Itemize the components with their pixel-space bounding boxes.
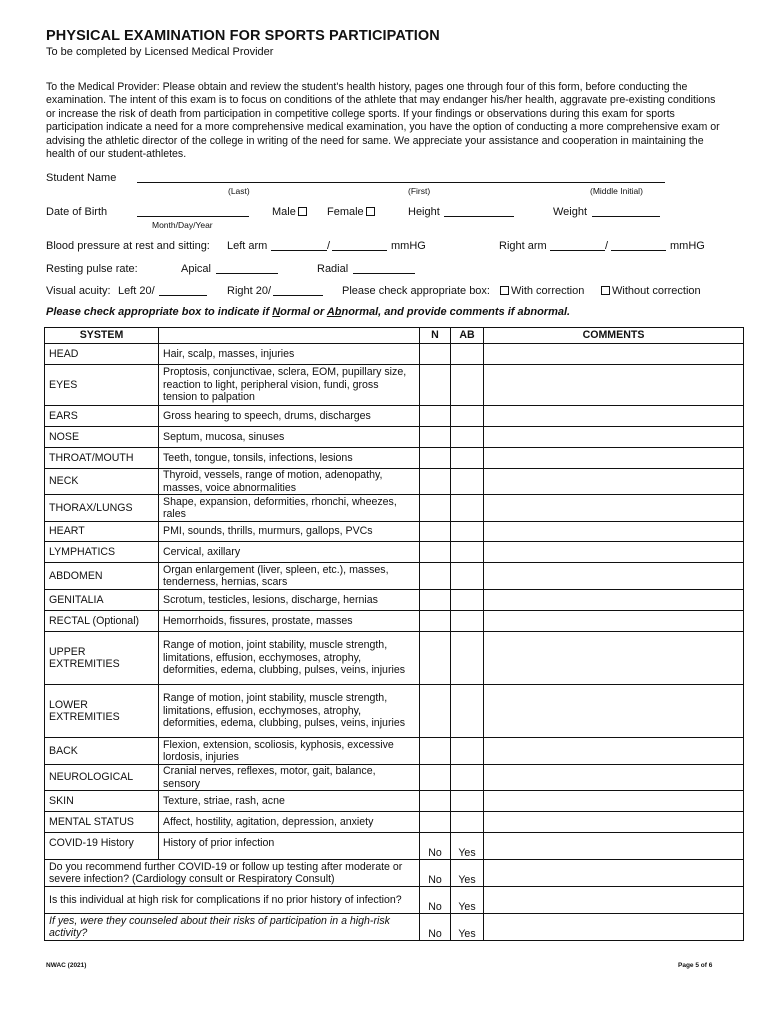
no-option[interactable]: No xyxy=(420,833,451,860)
table-row xyxy=(45,522,744,542)
description-cell: Hemorrhoids, fissures, prostate, masses xyxy=(159,611,420,632)
table-row xyxy=(45,685,744,738)
page-title: PHYSICAL EXAMINATION FOR SPORTS PARTICIPATION xyxy=(46,28,440,44)
exam-table xyxy=(44,327,744,941)
description-cell: Hair, scalp, masses, injuries xyxy=(159,344,420,365)
comments-cell[interactable] xyxy=(484,427,744,448)
system-cell: EYES xyxy=(45,365,159,406)
left-arm-systolic-field[interactable] xyxy=(271,239,327,251)
normal-checkbox-cell[interactable] xyxy=(420,563,451,590)
dob-hint: Month/Day/Year xyxy=(152,220,213,230)
right-arm-label: Right arm xyxy=(499,240,547,252)
comments-cell[interactable] xyxy=(484,365,744,406)
system-cell: MENTAL STATUS xyxy=(45,812,159,833)
question-text: If yes, were they counseled about their risks of participation in a high-risk activity? xyxy=(45,914,420,941)
table-row xyxy=(45,611,744,632)
comments-cell[interactable] xyxy=(484,495,744,522)
description-header xyxy=(159,328,420,344)
footer-page: Page 5 of 6 xyxy=(678,962,713,969)
covid-history-row xyxy=(45,833,744,860)
description-cell: Cervical, axillary xyxy=(159,542,420,563)
without-correction-checkbox[interactable] xyxy=(601,286,610,295)
system-cell: EARS xyxy=(45,406,159,427)
comments-cell[interactable] xyxy=(484,448,744,469)
table-row xyxy=(45,765,744,791)
comments-cell[interactable] xyxy=(484,522,744,542)
right-20-field[interactable] xyxy=(273,284,323,296)
abnormal-checkbox-cell[interactable] xyxy=(451,791,484,812)
normal-checkbox-cell[interactable] xyxy=(420,765,451,791)
abnormal-checkbox-cell[interactable] xyxy=(451,563,484,590)
male-option[interactable] xyxy=(272,206,309,218)
comments-cell[interactable] xyxy=(484,791,744,812)
system-cell: NEUROLOGICAL xyxy=(45,765,159,791)
question-text: Is this individual at high risk for complications if no prior history of infection? xyxy=(45,887,420,914)
last-name-hint: (Last) xyxy=(228,186,250,196)
male-checkbox[interactable] xyxy=(298,207,307,216)
right-mmhg-unit: mmHG xyxy=(670,240,705,252)
system-cell: HEART xyxy=(45,522,159,542)
right-arm-systolic-field[interactable] xyxy=(550,239,605,251)
comments-cell[interactable] xyxy=(484,812,744,833)
abnormal-checkbox-cell[interactable] xyxy=(451,406,484,427)
description-cell: Proptosis, conjunctivae, sclera, EOM, pupillary size, reaction to light, peripheral vision, fundi, gross tension to palpation xyxy=(159,365,420,406)
system-cell: COVID-19 History xyxy=(45,833,159,860)
description-cell: Affect, hostility, agitation, depression, anxiety xyxy=(159,812,420,833)
table-row xyxy=(45,738,744,765)
dob-field[interactable] xyxy=(137,205,249,217)
left-mmhg-unit: mmHG xyxy=(391,240,426,252)
female-label: Female xyxy=(327,206,364,218)
system-cell: SKIN xyxy=(45,791,159,812)
table-row xyxy=(45,344,744,365)
description-cell: History of prior infection xyxy=(159,833,420,860)
abnormal-checkbox-cell[interactable] xyxy=(451,611,484,632)
apical-label: Apical xyxy=(181,263,211,275)
abnormal-checkbox-cell[interactable] xyxy=(451,542,484,563)
normal-checkbox-cell[interactable] xyxy=(420,542,451,563)
description-cell: Gross hearing to speech, drums, discharges xyxy=(159,406,420,427)
question-text: Do you recommend further COVID-19 or follow up testing after moderate or severe infection? (Cardiology consult or Respiratory Consult) xyxy=(45,860,420,887)
normal-checkbox-cell[interactable] xyxy=(420,812,451,833)
weight-label: Weight xyxy=(553,206,588,218)
yes-option[interactable]: Yes xyxy=(451,887,484,914)
comments-cell[interactable] xyxy=(484,860,744,887)
system-cell: LOWER EXTREMITIES xyxy=(45,685,159,738)
table-row xyxy=(45,563,744,590)
question-row xyxy=(45,914,744,941)
abnormal-checkbox-cell[interactable] xyxy=(451,365,484,406)
comments-cell[interactable] xyxy=(484,344,744,365)
comments-cell[interactable] xyxy=(484,563,744,590)
without-correction-option[interactable] xyxy=(599,285,701,297)
comments-cell[interactable] xyxy=(484,765,744,791)
apical-field[interactable] xyxy=(216,262,278,274)
system-cell: THROAT/MOUTH xyxy=(45,448,159,469)
normal-checkbox-cell[interactable] xyxy=(420,406,451,427)
comments-cell[interactable] xyxy=(484,406,744,427)
description-cell: Cranial nerves, reflexes, motor, gait, balance, sensory xyxy=(159,765,420,791)
abnormal-checkbox-cell[interactable] xyxy=(451,448,484,469)
comments-cell[interactable] xyxy=(484,611,744,632)
table-row xyxy=(45,590,744,611)
right-arm-diastolic-field[interactable] xyxy=(611,239,666,251)
middle-initial-hint: (Middle Initial) xyxy=(590,186,643,196)
visual-acuity-label: Visual acuity: xyxy=(46,285,111,297)
bp-label: Blood pressure at rest and sitting: xyxy=(46,240,210,252)
left-arm-diastolic-field[interactable] xyxy=(332,239,387,251)
comments-cell[interactable] xyxy=(484,738,744,765)
system-cell: NOSE xyxy=(45,427,159,448)
comments-cell[interactable] xyxy=(484,469,744,495)
left-20-label: Left 20/ xyxy=(118,285,155,297)
system-cell: ABDOMEN xyxy=(45,563,159,590)
comments-header: COMMENTS xyxy=(484,328,744,344)
table-row xyxy=(45,469,744,495)
normal-checkbox-cell[interactable] xyxy=(420,448,451,469)
table-row xyxy=(45,427,744,448)
check-box-label: Please check appropriate box: xyxy=(342,285,490,297)
normal-checkbox-cell[interactable] xyxy=(420,791,451,812)
description-cell: Texture, striae, rash, acne xyxy=(159,791,420,812)
table-row xyxy=(45,812,744,833)
table-row xyxy=(45,495,744,522)
comments-cell[interactable] xyxy=(484,833,744,860)
left-arm-label: Left arm xyxy=(227,240,268,252)
question-row xyxy=(45,887,744,914)
pulse-label: Resting pulse rate: xyxy=(46,263,138,275)
abnormal-checkbox-cell[interactable] xyxy=(451,738,484,765)
normal-checkbox-cell[interactable] xyxy=(420,522,451,542)
description-cell: Septum, mucosa, sinuses xyxy=(159,427,420,448)
abnormal-checkbox-cell[interactable] xyxy=(451,522,484,542)
abnormal-checkbox-cell[interactable] xyxy=(451,685,484,738)
comments-cell[interactable] xyxy=(484,590,744,611)
table-row xyxy=(45,791,744,812)
female-option[interactable] xyxy=(327,206,377,218)
system-cell: HEAD xyxy=(45,344,159,365)
height-label: Height xyxy=(408,206,440,218)
normal-checkbox-cell[interactable] xyxy=(420,611,451,632)
abnormal-checkbox-cell[interactable] xyxy=(451,427,484,448)
normal-checkbox-cell[interactable] xyxy=(420,632,451,685)
question-row xyxy=(45,860,744,887)
description-cell: Teeth, tongue, tonsils, infections, lesions xyxy=(159,448,420,469)
system-cell: NECK xyxy=(45,469,159,495)
normal-checkbox-cell[interactable] xyxy=(420,365,451,406)
system-cell: RECTAL (Optional) xyxy=(45,611,159,632)
description-cell: Range of motion, joint stability, muscle strength, limitations, effusion, ecchymoses, atrophy, deformities, edema, clubbing, pulses, veins, injuries xyxy=(159,632,420,685)
page-subtitle: To be completed by Licensed Medical Provider xyxy=(46,46,274,58)
table-instruction: Please check appropriate box to indicate if Normal or Abnormal, and provide comments if abnormal. xyxy=(46,306,571,318)
female-checkbox[interactable] xyxy=(366,207,375,216)
height-field[interactable] xyxy=(444,205,514,217)
comments-cell[interactable] xyxy=(484,887,744,914)
weight-field[interactable] xyxy=(592,205,660,217)
yes-option[interactable]: Yes xyxy=(451,860,484,887)
table-row xyxy=(45,632,744,685)
abnormal-checkbox-cell[interactable] xyxy=(451,765,484,791)
intro-paragraph: To the Medical Provider: Please obtain and review the student's health history, pages one through four of this form, before conducting the examination. The intent of this exam is to focus on conditions of the athlete that may endanger his/her health, aggravate pre-existing conditions or increase the risk of death from participation in competitive college sports. If your findings or observations during this exam for sports participation indicate a need for a more comprehensive medical examination, you have the option of conducting a more comprehensive exam or advising the athletic director of the college in writing of the need for same. We appreciate your assistance and cooperation in maintaining the health of our student-athletes. xyxy=(46,81,720,161)
footer-org: NWAC (2021) xyxy=(46,962,87,969)
abnormal-checkbox-cell[interactable] xyxy=(451,812,484,833)
with-correction-label: With correction xyxy=(511,285,585,297)
radial-label: Radial xyxy=(317,263,349,275)
comments-cell[interactable] xyxy=(484,632,744,685)
normal-checkbox-cell[interactable] xyxy=(420,469,451,495)
dob-label: Date of Birth xyxy=(46,206,108,218)
with-correction-checkbox[interactable] xyxy=(500,286,509,295)
normal-checkbox-cell[interactable] xyxy=(420,344,451,365)
no-option[interactable]: No xyxy=(420,860,451,887)
comments-cell[interactable] xyxy=(484,914,744,941)
abnormal-checkbox-cell[interactable] xyxy=(451,590,484,611)
left-20-field[interactable] xyxy=(159,284,207,296)
normal-checkbox-cell[interactable] xyxy=(420,738,451,765)
abnormal-header: AB xyxy=(451,328,484,344)
student-name-label: Student Name xyxy=(46,172,117,184)
normal-checkbox-cell[interactable] xyxy=(420,495,451,522)
description-cell: Flexion, extension, scoliosis, kyphosis, excessive lordosis, injuries xyxy=(159,738,420,765)
system-cell: BACK xyxy=(45,738,159,765)
system-cell: LYMPHATICS xyxy=(45,542,159,563)
radial-field[interactable] xyxy=(353,262,415,274)
abnormal-checkbox-cell[interactable] xyxy=(451,495,484,522)
normal-checkbox-cell[interactable] xyxy=(420,590,451,611)
normal-checkbox-cell[interactable] xyxy=(420,685,451,738)
description-cell: PMI, sounds, thrills, murmurs, gallops, PVCs xyxy=(159,522,420,542)
yes-option[interactable]: Yes xyxy=(451,914,484,941)
abnormal-checkbox-cell[interactable] xyxy=(451,632,484,685)
abnormal-checkbox-cell[interactable] xyxy=(451,469,484,495)
system-header: SYSTEM xyxy=(45,328,159,344)
right-20-label: Right 20/ xyxy=(227,285,272,297)
male-label: Male xyxy=(272,206,296,218)
table-header-row xyxy=(45,328,744,344)
description-cell: Thyroid, vessels, range of motion, adenopathy, masses, voice abnormalities xyxy=(159,469,420,495)
system-cell: GENITALIA xyxy=(45,590,159,611)
description-cell: Scrotum, testicles, lesions, discharge, hernias xyxy=(159,590,420,611)
no-option[interactable]: No xyxy=(420,914,451,941)
yes-option[interactable]: Yes xyxy=(451,833,484,860)
without-correction-label: Without correction xyxy=(612,285,701,297)
system-cell: THORAX/LUNGS xyxy=(45,495,159,522)
normal-checkbox-cell[interactable] xyxy=(420,427,451,448)
normal-header: N xyxy=(420,328,451,344)
table-row xyxy=(45,406,744,427)
student-name-field[interactable] xyxy=(137,171,665,183)
table-row xyxy=(45,448,744,469)
comments-cell[interactable] xyxy=(484,542,744,563)
table-row xyxy=(45,365,744,406)
with-correction-option[interactable] xyxy=(498,285,584,297)
first-name-hint: (First) xyxy=(408,186,431,196)
table-row xyxy=(45,542,744,563)
no-option[interactable]: No xyxy=(420,887,451,914)
comments-cell[interactable] xyxy=(484,685,744,738)
description-cell: Shape, expansion, deformities, rhonchi, wheezes, rales xyxy=(159,495,420,522)
description-cell: Range of motion, joint stability, muscle strength, limitations, effusion, ecchymoses, atrophy, deformities, edema, clubbing, pulses, veins, injuries xyxy=(159,685,420,738)
system-cell: UPPER EXTREMITIES xyxy=(45,632,159,685)
description-cell: Organ enlargement (liver, spleen, etc.), masses, tenderness, hernias, scars xyxy=(159,563,420,590)
abnormal-checkbox-cell[interactable] xyxy=(451,344,484,365)
